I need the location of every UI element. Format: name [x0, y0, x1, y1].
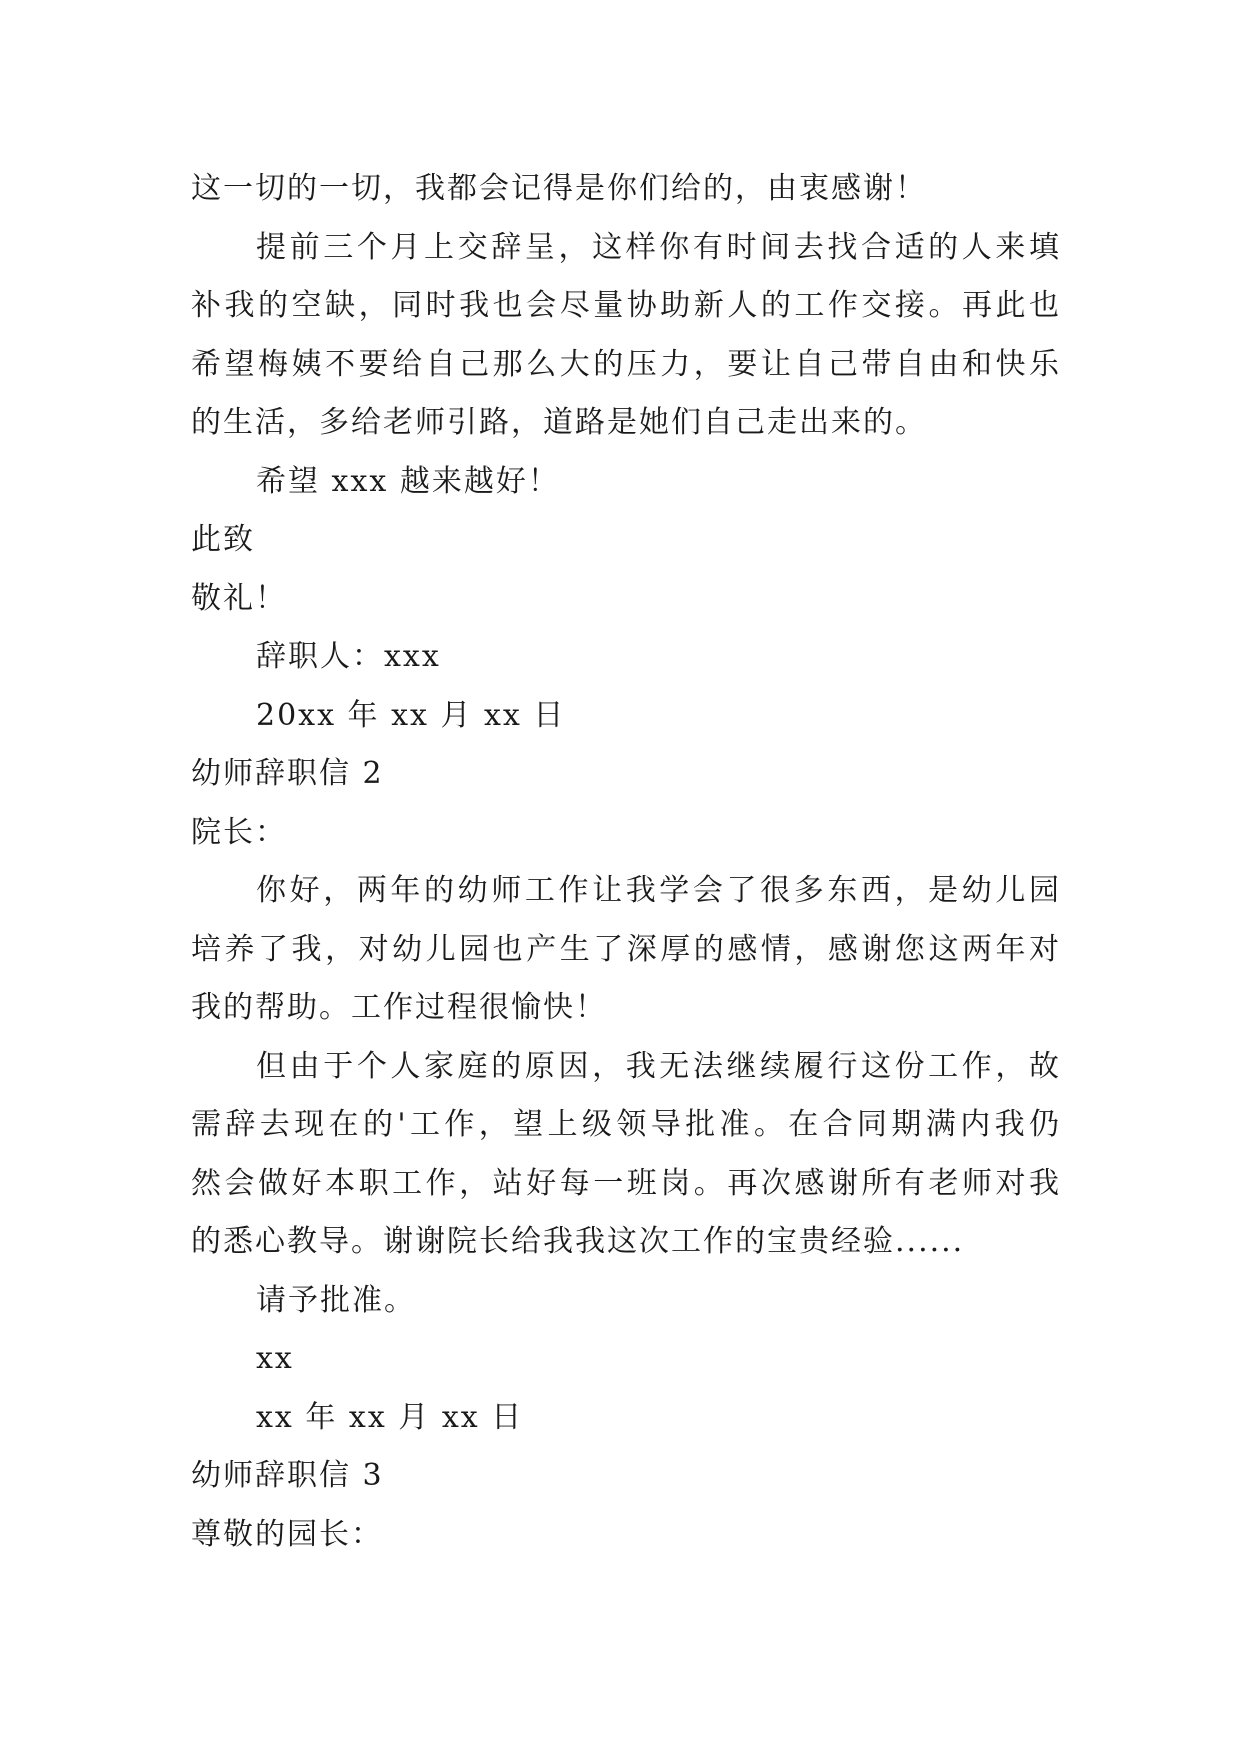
- text-line: 培养了我，对幼儿园也产生了深厚的感情，感谢您这两年对: [191, 931, 1061, 967]
- text-line: 但由于个人家庭的原因，我无法继续履行这份工作，故: [256, 1048, 1061, 1084]
- recipient-line: 院长：: [191, 814, 287, 850]
- text-line: 的悉心教导。谢谢院长给我我这次工作的宝贵经验......: [191, 1224, 965, 1259]
- text-line: 的生活，多给老师引路，道路是她们自己走出来的。: [191, 405, 927, 440]
- signature: xx: [256, 1341, 294, 1376]
- recipient-line: 尊敬的园长：: [191, 1516, 383, 1552]
- closing-salutation: 敬礼！: [191, 580, 287, 616]
- document-body: [191, 160, 1061, 1564]
- text-line: 你好，两年的幼师工作让我学会了很多东西，是幼儿园: [256, 873, 1061, 908]
- closing-salutation: 此致: [191, 522, 255, 557]
- text-line: 补我的空缺，同时我也会尽量协助新人的工作交接。再此也: [191, 288, 1061, 323]
- date-line: 20xx 年 xx 月 xx 日: [256, 697, 566, 733]
- text-line: 需辞去现在的'工作，望上级领导批准。在合同期满内我仍: [191, 1107, 1061, 1142]
- signature: 辞职人：xxx: [256, 639, 441, 674]
- text-line: 提前三个月上交辞呈，这样你有时间去找合适的人来填: [256, 229, 1061, 265]
- section-title: 幼师辞职信 3: [191, 1458, 384, 1493]
- text-line: 希望 xxx 越来越好！: [256, 463, 560, 499]
- text-line: 然会做好本职工作，站好每一班岗。再次感谢所有老师对我: [191, 1165, 1061, 1201]
- date-line: xx 年 xx 月 xx 日: [256, 1399, 524, 1435]
- text-line: 这一切的一切，我都会记得是你们给的，由衷感谢！: [191, 171, 927, 206]
- text-line: 希望梅姨不要给自己那么大的压力，要让自己带自由和快乐: [191, 346, 1061, 382]
- text-line: 请予批准。: [256, 1282, 416, 1318]
- text-line: 我的帮助。工作过程很愉快！: [191, 990, 607, 1025]
- section-title: 幼师辞职信 2: [191, 756, 384, 791]
